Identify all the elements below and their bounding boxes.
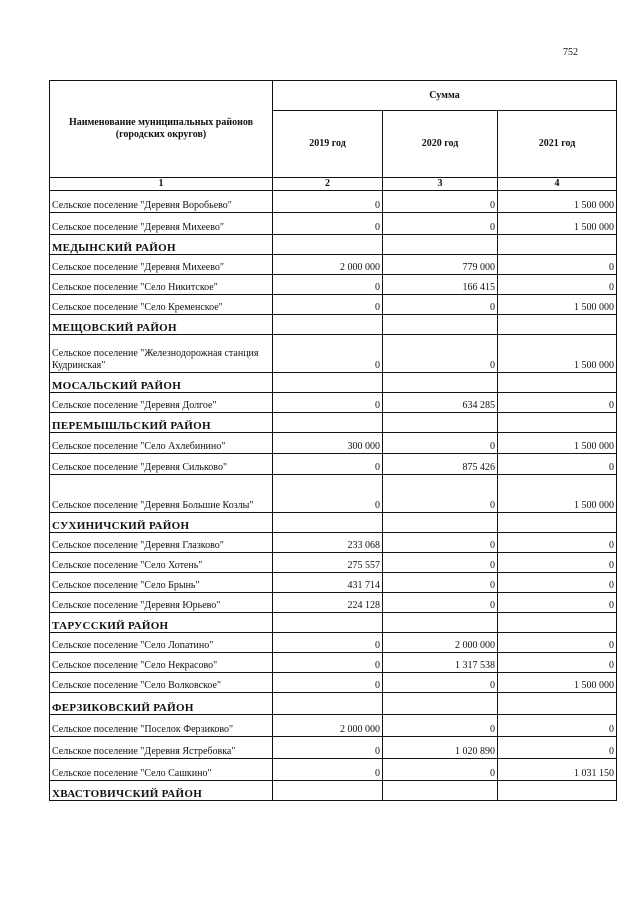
amount-2019: 0	[273, 393, 383, 413]
amount-2021	[498, 513, 617, 533]
amount-2019	[273, 413, 383, 433]
amount-2019: 233 068	[273, 533, 383, 553]
amount-2020: 0	[383, 475, 498, 513]
settlement-name: Сельское поселение "Деревня Глазково"	[50, 533, 273, 553]
table-row	[50, 759, 617, 781]
table-row	[50, 454, 617, 475]
table-row	[50, 213, 617, 235]
district-row	[50, 613, 617, 633]
district-name: ФЕРЗИКОВСКИЙ РАЙОН	[50, 693, 273, 715]
district-row	[50, 693, 617, 715]
table-row	[50, 553, 617, 573]
settlement-name: Сельское поселение "Село Никитское"	[50, 275, 273, 295]
settlement-name: Сельское поселение "Поселок Ферзиково"	[50, 715, 273, 737]
amount-2021	[498, 235, 617, 255]
table-row	[50, 673, 617, 693]
amount-2020: 0	[383, 593, 498, 613]
amount-2020: 0	[383, 553, 498, 573]
amount-2019	[273, 781, 383, 801]
table-row	[50, 737, 617, 759]
settlement-name: Сельское поселение "Деревня Юрьево"	[50, 593, 273, 613]
table-row	[50, 393, 617, 413]
district-name: ТАРУССКИЙ РАЙОН	[50, 613, 273, 633]
amount-2020: 0	[383, 295, 498, 315]
amount-2020: 0	[383, 433, 498, 454]
table-row	[50, 573, 617, 593]
table-body	[50, 191, 617, 801]
table-row	[50, 255, 617, 275]
settlement-name: Сельское поселение "Село Лопатино"	[50, 633, 273, 653]
amount-2019	[273, 613, 383, 633]
amount-2021: 1 500 000	[498, 213, 617, 235]
amount-2020	[383, 315, 498, 335]
amount-2019	[273, 235, 383, 255]
amount-2021: 1 500 000	[498, 335, 617, 373]
table-row	[50, 633, 617, 653]
amount-2019: 0	[273, 673, 383, 693]
amount-2019: 0	[273, 633, 383, 653]
amount-2019	[273, 373, 383, 393]
amount-2021	[498, 693, 617, 715]
amount-2021	[498, 613, 617, 633]
district-row	[50, 315, 617, 335]
district-name: МЕДЫНСКИЙ РАЙОН	[50, 235, 273, 255]
amount-2021: 0	[498, 533, 617, 553]
amount-2021: 0	[498, 737, 617, 759]
table-row	[50, 335, 617, 373]
table-row	[50, 533, 617, 553]
settlement-name: Сельское поселение "Деревня Ястребовка"	[50, 737, 273, 759]
amount-2019: 0	[273, 295, 383, 315]
amount-2019: 0	[273, 475, 383, 513]
settlement-name: Сельское поселение "Деревня Михеево"	[50, 213, 273, 235]
amount-2021	[498, 373, 617, 393]
amount-2019	[273, 693, 383, 715]
amount-2019: 0	[273, 335, 383, 373]
district-name: СУХИНИЧСКИЙ РАЙОН	[50, 513, 273, 533]
amount-2020: 0	[383, 335, 498, 373]
amount-2019: 0	[273, 275, 383, 295]
column-number: 3	[383, 178, 498, 191]
amount-2021: 0	[498, 454, 617, 475]
amount-2019: 0	[273, 191, 383, 213]
amount-2020	[383, 373, 498, 393]
district-row	[50, 373, 617, 393]
table-row	[50, 653, 617, 673]
amount-2021: 0	[498, 573, 617, 593]
district-name: ПЕРЕМЫШЛЬСКИЙ РАЙОН	[50, 413, 273, 433]
amount-2021: 0	[498, 255, 617, 275]
table-row	[50, 715, 617, 737]
amount-2021	[498, 315, 617, 335]
amount-2020: 0	[383, 573, 498, 593]
district-name: МЕЩОВСКИЙ РАЙОН	[50, 315, 273, 335]
amount-2020: 0	[383, 673, 498, 693]
amount-2020: 1 317 538	[383, 653, 498, 673]
amount-2021: 0	[498, 633, 617, 653]
table-row	[50, 433, 617, 454]
amount-2019: 431 714	[273, 573, 383, 593]
district-row	[50, 235, 617, 255]
amount-2021	[498, 781, 617, 801]
amount-2020: 1 020 890	[383, 737, 498, 759]
amount-2020	[383, 413, 498, 433]
amount-2020: 0	[383, 191, 498, 213]
budget-table	[49, 80, 617, 801]
amount-2021: 0	[498, 553, 617, 573]
amount-2020: 0	[383, 759, 498, 781]
amount-2019: 300 000	[273, 433, 383, 454]
settlement-name: Сельское поселение "Село Ахлебинино"	[50, 433, 273, 454]
settlement-name: Сельское поселение "Деревня Долгое"	[50, 393, 273, 413]
amount-2020: 0	[383, 213, 498, 235]
amount-2020: 779 000	[383, 255, 498, 275]
amount-2020: 2 000 000	[383, 633, 498, 653]
amount-2020	[383, 513, 498, 533]
amount-2021: 0	[498, 593, 617, 613]
table-row	[50, 191, 617, 213]
amount-2019: 0	[273, 454, 383, 475]
amount-2020	[383, 781, 498, 801]
page-number: 752	[563, 47, 578, 58]
amount-2020: 166 415	[383, 275, 498, 295]
amount-2019: 0	[273, 759, 383, 781]
amount-2019: 0	[273, 653, 383, 673]
amount-2019: 0	[273, 213, 383, 235]
header-sum: Сумма	[273, 81, 617, 111]
amount-2021: 0	[498, 653, 617, 673]
settlement-name: Сельское поселение "Село Хотень"	[50, 553, 273, 573]
amount-2021: 0	[498, 275, 617, 295]
amount-2019: 2 000 000	[273, 255, 383, 275]
amount-2021: 1 031 150	[498, 759, 617, 781]
amount-2019: 224 128	[273, 593, 383, 613]
header-year-2020: 2020 год	[383, 111, 498, 178]
settlement-name: Сельское поселение "Село Сашкино"	[50, 759, 273, 781]
amount-2021: 0	[498, 715, 617, 737]
settlement-name: Сельское поселение "Деревня Михеево"	[50, 255, 273, 275]
amount-2020	[383, 235, 498, 255]
amount-2019	[273, 513, 383, 533]
amount-2019: 275 557	[273, 553, 383, 573]
table-row	[50, 275, 617, 295]
amount-2019	[273, 315, 383, 335]
settlement-name: Сельское поселение "Деревня Сильково"	[50, 454, 273, 475]
amount-2020: 0	[383, 715, 498, 737]
column-number: 2	[273, 178, 383, 191]
amount-2021: 1 500 000	[498, 191, 617, 213]
amount-2021: 0	[498, 393, 617, 413]
district-row	[50, 413, 617, 433]
settlement-name: Сельское поселение "Село Волковское"	[50, 673, 273, 693]
amount-2021: 1 500 000	[498, 673, 617, 693]
amount-2021: 1 500 000	[498, 295, 617, 315]
settlement-name: Сельское поселение "Железнодорожная станция Кудринская"	[50, 335, 273, 373]
settlement-name: Сельское поселение "Деревня Большие Козлы"	[50, 475, 273, 513]
settlement-name: Сельское поселение "Село Брынь"	[50, 573, 273, 593]
amount-2019: 2 000 000	[273, 715, 383, 737]
settlement-name: Сельское поселение "Село Кременское"	[50, 295, 273, 315]
table-row	[50, 295, 617, 315]
amount-2020	[383, 693, 498, 715]
column-number: 4	[498, 178, 617, 191]
table-row	[50, 475, 617, 513]
header-name-column: Наименование муниципальных районов (городских округов)	[50, 81, 273, 178]
district-name: МОСАЛЬСКИЙ РАЙОН	[50, 373, 273, 393]
header-year-2021: 2021 год	[498, 111, 617, 178]
district-row	[50, 781, 617, 801]
district-row	[50, 513, 617, 533]
amount-2019: 0	[273, 737, 383, 759]
amount-2021: 1 500 000	[498, 475, 617, 513]
header-year-2019: 2019 год	[273, 111, 383, 178]
settlement-name: Сельское поселение "Деревня Воробьево"	[50, 191, 273, 213]
amount-2020: 634 285	[383, 393, 498, 413]
amount-2020: 875 426	[383, 454, 498, 475]
amount-2021	[498, 413, 617, 433]
district-name: ХВАСТОВИЧСКИЙ РАЙОН	[50, 781, 273, 801]
column-number: 1	[50, 178, 273, 191]
amount-2020: 0	[383, 533, 498, 553]
amount-2021: 1 500 000	[498, 433, 617, 454]
table-row	[50, 593, 617, 613]
settlement-name: Сельское поселение "Село Некрасово"	[50, 653, 273, 673]
amount-2020	[383, 613, 498, 633]
